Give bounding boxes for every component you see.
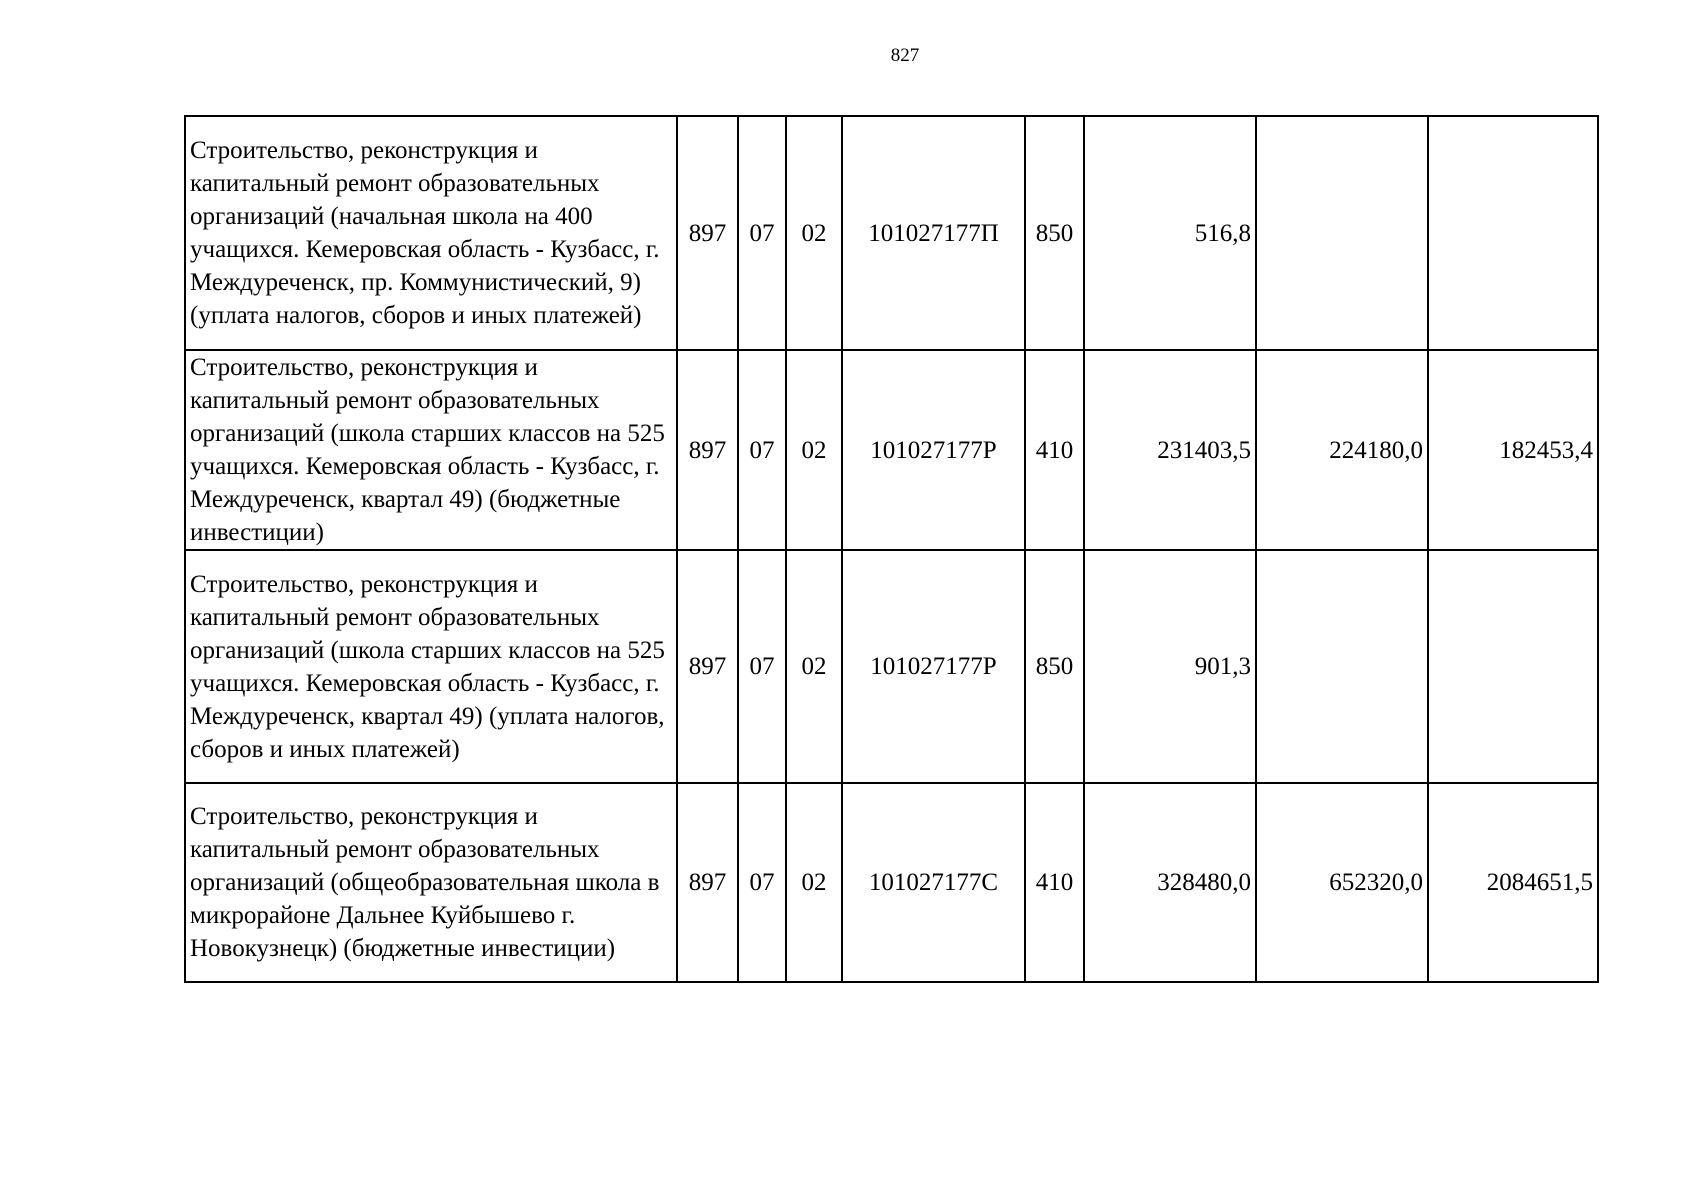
ministry-code: 897: [677, 550, 738, 783]
row-description: Строительство, реконструкция и капитальный ремонт образовательных организаций (школа старших классов на 525 учащихся. Кемеровская область - Кузбасс, г. Междуреченск, квартал 49) (уплата налогов, сборов и иных платежей): [185, 550, 677, 783]
amount-year-1: 516,8: [1084, 116, 1256, 350]
amount-year-2: 224180,0: [1256, 350, 1428, 550]
table-row: [185, 550, 1598, 783]
amount-year-3: 2084651,5: [1428, 783, 1598, 982]
ministry-code: 897: [677, 350, 738, 550]
section-code: 07: [738, 350, 786, 550]
subsection-code: 02: [786, 350, 842, 550]
expense-type-code: 850: [1025, 550, 1084, 783]
page-number: 827: [890, 45, 920, 66]
expense-type-code: 850: [1025, 116, 1084, 350]
amount-year-3: [1428, 116, 1598, 350]
target-article-code: 101027177С: [842, 783, 1025, 982]
row-description: Строительство, реконструкция и капитальный ремонт образовательных организаций (начальная школа на 400 учащихся. Кемеровская область - Кузбасс, г. Междуреченск, пр. Коммунистический, 9) (уплата налогов, сборов и иных платежей): [185, 116, 677, 350]
amount-year-1: 901,3: [1084, 550, 1256, 783]
table-row: [185, 116, 1598, 350]
budget-table: [184, 115, 1599, 983]
amount-year-3: 182453,4: [1428, 350, 1598, 550]
amount-year-2: [1256, 116, 1428, 350]
section-code: 07: [738, 116, 786, 350]
target-article-code: 101027177П: [842, 116, 1025, 350]
table-row: [185, 783, 1598, 982]
amount-year-3: [1428, 550, 1598, 783]
row-description: Строительство, реконструкция и капитальный ремонт образовательных организаций (общеобразовательная школа в микрорайоне Дальнее Куйбышево г. Новокузнецк) (бюджетные инвестиции): [185, 783, 677, 982]
target-article-code: 101027177Р: [842, 550, 1025, 783]
amount-year-1: 231403,5: [1084, 350, 1256, 550]
subsection-code: 02: [786, 116, 842, 350]
subsection-code: 02: [786, 550, 842, 783]
amount-year-2: [1256, 550, 1428, 783]
ministry-code: 897: [677, 116, 738, 350]
table-row: [185, 350, 1598, 550]
amount-year-1: 328480,0: [1084, 783, 1256, 982]
section-code: 07: [738, 550, 786, 783]
expense-type-code: 410: [1025, 350, 1084, 550]
expense-type-code: 410: [1025, 783, 1084, 982]
amount-year-2: 652320,0: [1256, 783, 1428, 982]
row-description: Строительство, реконструкция и капитальный ремонт образовательных организаций (школа старших классов на 525 учащихся. Кемеровская область - Кузбасс, г. Междуреченск, квартал 49) (бюджетные инвестиции): [185, 350, 677, 550]
ministry-code: 897: [677, 783, 738, 982]
section-code: 07: [738, 783, 786, 982]
target-article-code: 101027177Р: [842, 350, 1025, 550]
subsection-code: 02: [786, 783, 842, 982]
